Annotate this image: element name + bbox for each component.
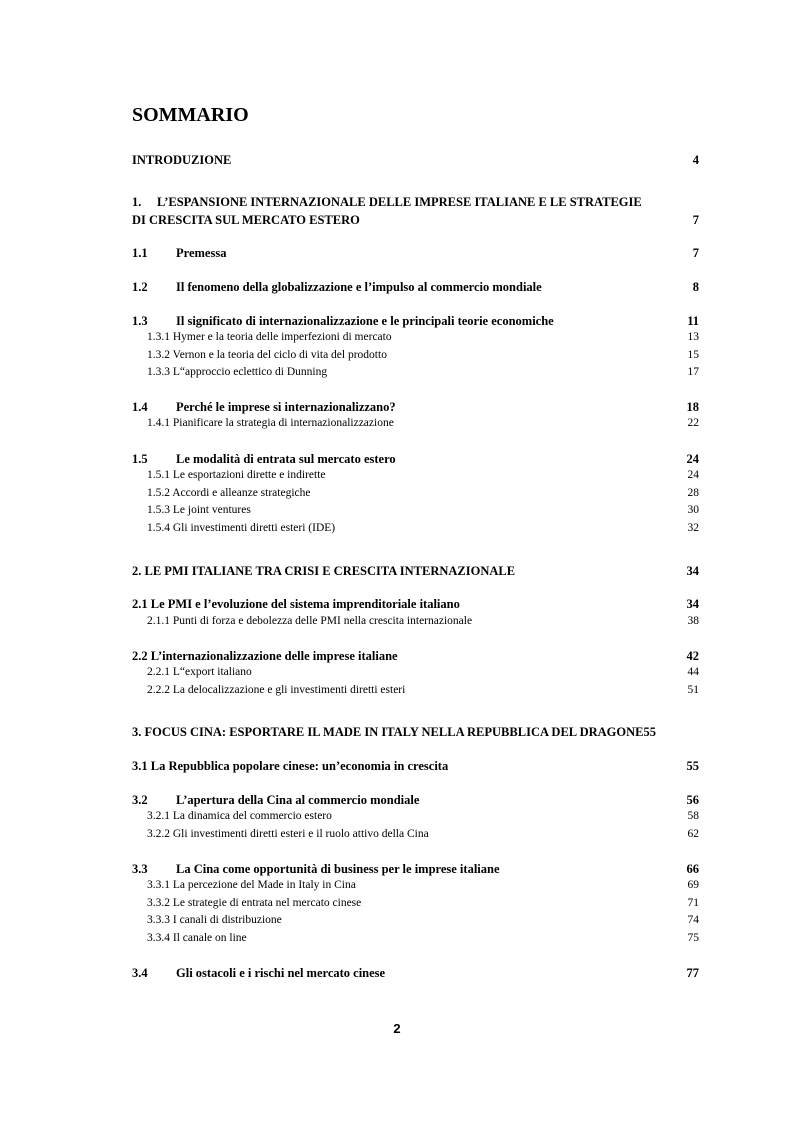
- toc-label: 1.5.2 Accordi e alleanze strategiche: [147, 487, 311, 499]
- toc-page: 34: [686, 597, 699, 611]
- toc-label: 1.4.1 Pianificare la strategia di internazionalizzazione: [147, 417, 394, 429]
- toc-page: 77: [686, 966, 699, 980]
- toc-label: Il significato di internazionalizzazione e le principali teorie economiche: [176, 314, 554, 328]
- toc-page: 58: [687, 810, 699, 822]
- toc-page: 74: [687, 914, 699, 926]
- toc-label: 2.2.1 L“export italiano: [147, 666, 252, 678]
- toc-number: 1.1: [132, 246, 148, 260]
- toc-page: 42: [686, 649, 699, 663]
- page-title: SOMMARIO: [132, 104, 249, 126]
- toc-number: 1.3: [132, 314, 148, 328]
- toc-page: 22: [687, 417, 699, 429]
- toc-page: 32: [687, 522, 699, 534]
- toc-page: 8: [692, 280, 699, 294]
- toc-label: 1.3.2 Vernon e la teoria del ciclo di vita del prodotto: [147, 349, 387, 361]
- toc-page: 71: [687, 897, 699, 909]
- toc-label: 1.5.1 Le esportazioni dirette e indirette: [147, 469, 326, 481]
- toc-page: 69: [687, 879, 699, 891]
- toc-page: 24: [686, 452, 699, 466]
- toc-label: Premessa: [176, 246, 227, 260]
- toc-label: Gli ostacoli e i rischi nel mercato cinese: [176, 966, 386, 980]
- toc-page: 66: [686, 862, 699, 876]
- toc-number: 1.4: [132, 400, 148, 414]
- toc-label: DI CRESCITA SUL MERCATO ESTERO: [132, 213, 360, 227]
- toc-page: 56: [686, 793, 699, 807]
- toc-page: 75: [687, 932, 699, 944]
- toc-label: 3.3.4 Il canale on line: [147, 932, 247, 944]
- toc-number: 3.4: [132, 966, 148, 980]
- toc-label: 2.2.2 La delocalizzazione e gli investimenti diretti esteri: [147, 684, 406, 696]
- toc-page: 28: [687, 487, 699, 499]
- toc-label: 3.3.3 I canali di distribuzione: [147, 914, 282, 926]
- toc-page: 4: [692, 153, 699, 167]
- toc-page: 7: [692, 213, 699, 227]
- toc-page: 44: [687, 666, 699, 678]
- toc-page: 24: [687, 469, 699, 481]
- toc-label: Perché le imprese si internazionalizzano?: [176, 400, 396, 414]
- toc-label: 1.3.3 L“approccio eclettico di Dunning: [147, 366, 328, 378]
- toc-page: 62: [687, 828, 699, 840]
- toc-label: 3.1 La Repubblica popolare cinese: un’economia in crescita: [132, 759, 449, 773]
- toc-label: 2.1.1 Punti di forza e debolezza delle PMI nella crescita internazionale: [147, 615, 473, 627]
- toc-label: Il fenomeno della globalizzazione e l’impulso al commercio mondiale: [176, 280, 542, 294]
- toc-page: 11: [687, 314, 699, 328]
- toc-label: 3.2.1 La dinamica del commercio estero: [147, 810, 332, 822]
- toc-page: 30: [687, 504, 699, 516]
- toc-page: 15: [687, 349, 699, 361]
- toc-label: 1. L’ESPANSIONE INTERNAZIONALE DELLE IMPRESE ITALIANE E LE STRATEGIE: [132, 195, 642, 209]
- toc-page: 7: [692, 246, 699, 260]
- toc-page: 34: [686, 564, 699, 578]
- toc-label: 2. LE PMI ITALIANE TRA CRISI E CRESCITA INTERNAZIONALE: [132, 564, 516, 578]
- toc-label: 3.3.1 La percezione del Made in Italy in Cina: [147, 879, 356, 891]
- toc-number: 3.2: [132, 793, 148, 807]
- toc-number: 1.2: [132, 280, 148, 294]
- toc-label: L’apertura della Cina al commercio mondiale: [176, 793, 420, 807]
- toc-label: Le modalità di entrata sul mercato estero: [176, 452, 396, 466]
- toc-number: 3.3: [132, 862, 148, 876]
- toc-label: 3.3.2 Le strategie di entrata nel mercato cinese: [147, 897, 362, 909]
- toc-label: 3. FOCUS CINA: ESPORTARE IL MADE IN ITALY NELLA REPUBBLICA DEL DRAGONE55: [132, 725, 656, 739]
- toc-label: 2.1 Le PMI e l’evoluzione del sistema imprenditoriale italiano: [132, 597, 460, 611]
- toc-label: 1.3.1 Hymer e la teoria delle imperfezioni di mercato: [147, 331, 392, 343]
- toc-page: 13: [687, 331, 699, 343]
- toc-page: 55: [686, 759, 699, 773]
- toc-label: 2.2 L’internazionalizzazione delle imprese italiane: [132, 649, 398, 663]
- toc-label: La Cina come opportunità di business per le imprese italiane: [176, 862, 500, 876]
- toc-page: 38: [687, 615, 699, 627]
- toc-label: 1.5.3 Le joint ventures: [147, 504, 251, 516]
- toc-page: 18: [686, 400, 699, 414]
- toc-number: 1.5: [132, 452, 148, 466]
- toc-page: 51: [687, 684, 699, 696]
- toc-label: INTRODUZIONE: [132, 153, 232, 167]
- toc-page: 17: [687, 366, 699, 378]
- toc-label: 1.5.4 Gli investimenti diretti esteri (IDE): [147, 522, 336, 534]
- toc-label: 3.2.2 Gli investimenti diretti esteri e il ruolo attivo della Cina: [147, 828, 429, 840]
- page-number: 2: [393, 1021, 401, 1036]
